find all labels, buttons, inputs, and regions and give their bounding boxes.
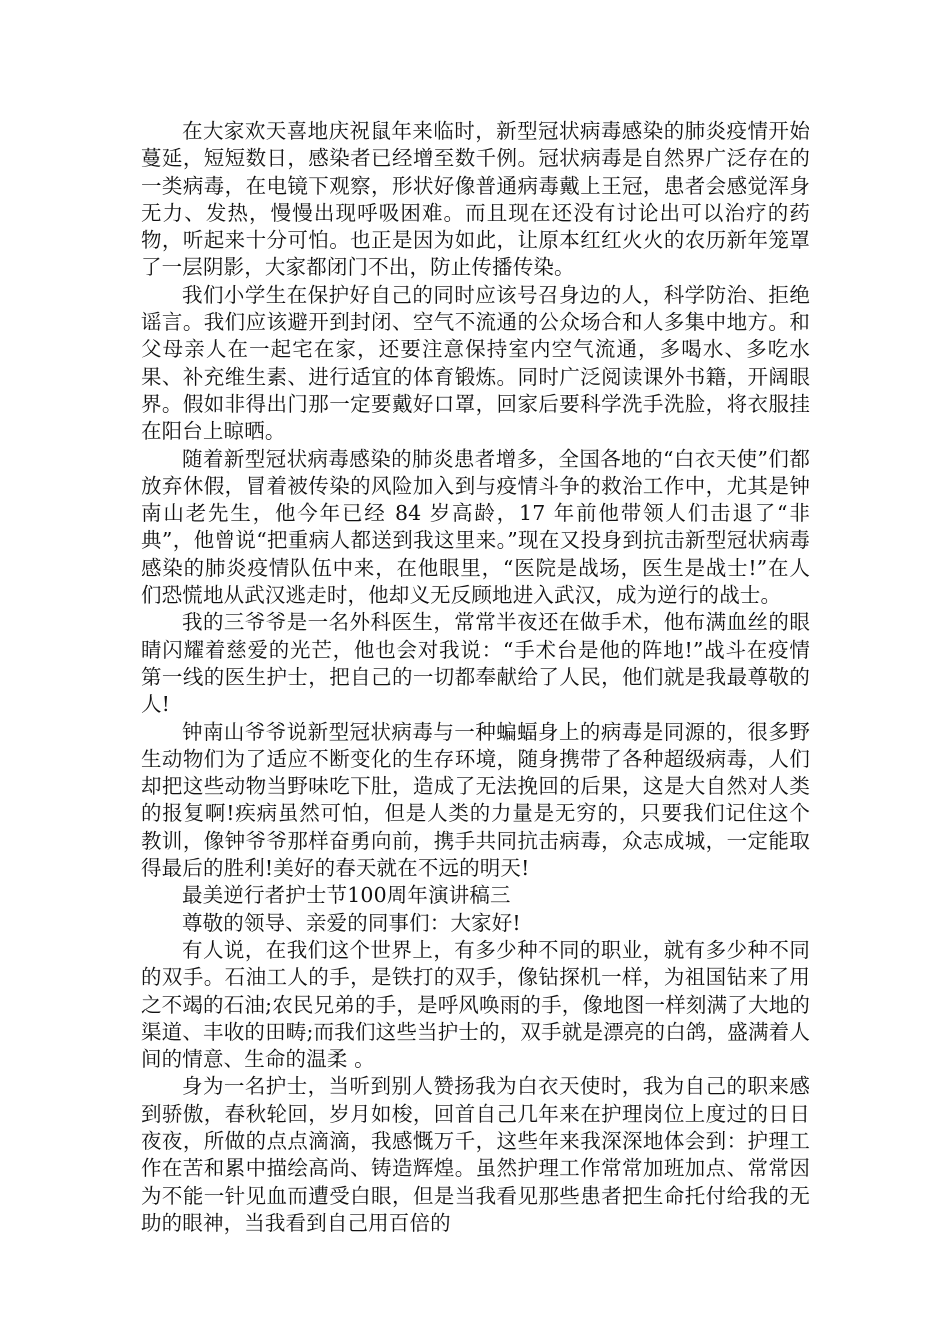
paragraph-nurse-pride: 身为一名护士，当听到别人赞扬我为白衣天使时，我为自己的职来感到骄傲，春秋轮回，岁月如梭，回首自己几年来在护理岗位上度过的日日夜夜，所做的点点滴滴，我感慨万千，这些年来我深深地体会到：护理工作在苦和累中描绘高尚、铸造辉煌。虽然护理工作常常加班加点、常常因为不能一针见血而遭受白眼，但是当我看见那些患者把生命托付给我的无助的眼神，当我看到自己用百倍的 (141, 1074, 810, 1235)
paragraph-grandpa-surgeon: 我的三爷爷是一名外科医生，常常半夜还在做手术，他布满血丝的眼睛闪耀着慈爱的光芒，他也会对我说：“手术台是他的阵地!”战斗在疫情第一线的医生护士，把自己的一切都奉献给了人民，他们就是我最尊敬的人! (141, 610, 810, 717)
speech-greeting: 尊敬的领导、亲爱的同事们：大家好! (182, 910, 521, 935)
paragraph-white-angels: 随着新型冠状病毒感染的肺炎患者增多，全国各地的“白衣天使”们都放弃休假，冒着被传染的风险加入到与疫情斗争的救治工作中，尤其是钟南山老先生，他今年已经 84 岁高龄，17 年前他带领人们击退了“非典”，他曾说“把重病人都送到我这里来。”现在又投身到抗击新型冠状病毒感染的肺炎疫情队伍中来，在他眼里，“医院是战场，医生是战士!”在人们恐慌地从武汉逃走时，他却义无反顾地进入武汉，成为逆行的战士。 (141, 446, 810, 608)
speech-title: 最美逆行者护士节100周年演讲稿三 (182, 883, 511, 908)
paragraph-hands: 有人说，在我们这个世界上，有多少种不同的职业，就有多少种不同的双手。石油工人的手，是铁打的双手，像钻探机一样，为祖国钻来了用之不竭的石油;农民兄弟的手，是呼风唤雨的手，像地图一样刻满了大地的渠道、丰收的田畴;而我们这些当护士的，双手就是漂亮的白鸽，盛满着人间的情意、生命的温柔 。 (141, 937, 810, 1072)
paragraph-epidemic-outbreak: 在大家欢天喜地庆祝鼠年来临时，新型冠状病毒感染的肺炎疫情开始蔓延，短短数日，感染者已经增至数千例。冠状病毒是自然界广泛存在的一类病毒，在电镜下观察，形状好像普通病毒戴上王冠，患者会感觉浑身无力、发热，慢慢出现呼吸困难。而且现在还没有讨论出可以治疗的药物，听起来十分可怕。也正是因为如此，让原本红红火火的农历新年笼罩了一层阴影，大家都闭门不出，防止传播传染。 (141, 119, 810, 280)
paragraph-wildlife-lesson: 钟南山爷爷说新型冠状病毒与一种蝙蝠身上的病毒是同源的，很多野生动物们为了适应不断变化的生存环境，随身携带了各种超级病毒，人们却把这些动物当野味吃下肚，造成了无法挽回的后果，这是大自然对人类的报复啊!疾病虽然可怕，但是人类的力量是无穷的，只要我们记住这个教训，像钟爷爷那样奋勇向前，携手共同抗击病毒，众志成城，一定能取得最后的胜利!美好的春天就在不远的明天! (141, 719, 810, 881)
document-body (141, 118, 810, 1237)
paragraph-student-prevention: 我们小学生在保护好自己的同时应该号召身边的人，科学防治、拒绝谣言。我们应该避开到封闭、空气不流通的公众场合和人多集中地方。和父母亲人在一起宅在家，还要注意保持室内空气流通，多喝水、多吃水果、补充维生素、进行适宜的体育锻炼。同时广泛阅读课外书籍，开阔眼界。假如非得出门那一定要戴好口罩，回家后要科学洗手洗脸，将衣服挂在阳台上晾晒。 (141, 282, 810, 444)
